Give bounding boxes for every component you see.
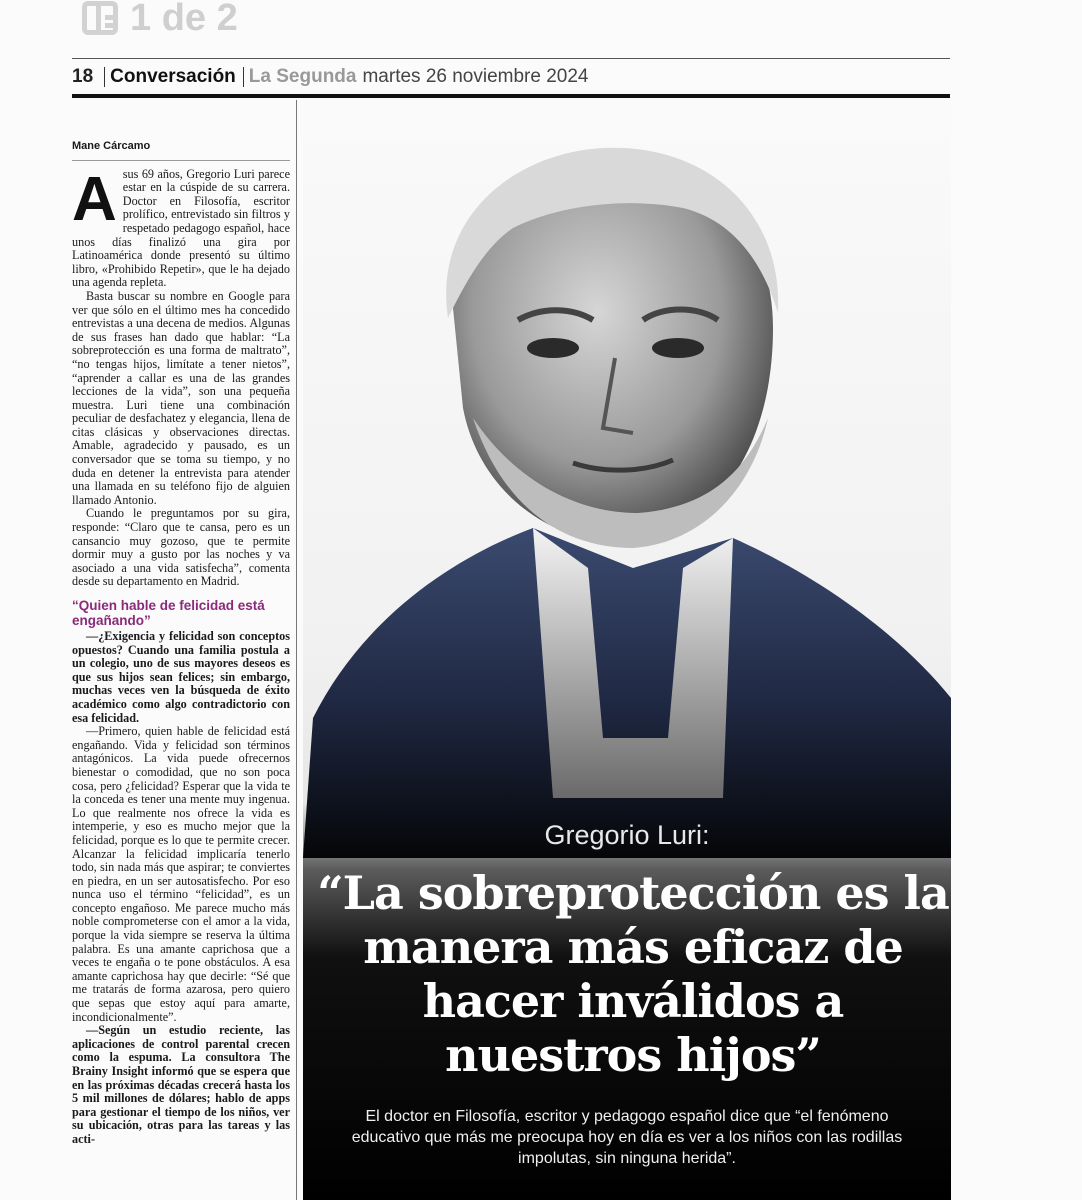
article-paragraph (72, 164, 290, 290)
section-name: Conversación (110, 66, 236, 87)
article-paragraph: Cuando le preguntamos por su gira, responde: “Claro que te cansa, pero es un cansancio muy gozoso, que te permite dormir muy a gusto por las noches y va asociado a una vida satisfecha”, comenta desde su departamento en Madrid. (72, 506, 290, 589)
page-counter (82, 0, 238, 42)
interview-answer: —Primero, quien hable de felicidad está engañando. Vida y felicidad son términos antagónicos. La vida puede ofrecernos bienestar o comodidad, que no son poca cosa, pero ¿felicidad? Esperar que la vida te la conceda es tener una mente muy ingenua. Lo que realmente nos ofrece la vida es intemperie, y eso es mucho mejor que la felicidad, porque es lo que te permite crecer. Alcanzar la felicidad implicaría tenerlo todo, sin nada más que aspirar; te conviertes en piedra, en un ser autosatisfecho. Por eso nunca uso el término “felicidad”, es un concepto engañoso. Me parece mucho más noble comprometerse con el amor a la vida, porque la vida siempre se reserva la última palabra. Es una amante caprichosa que a veces te engaña o te pone obstáculos. A esa amante caprichosa hay que decirle: “Sé que me tratarás de forma azarosa, pero quiero que sepas que estoy aquí para amarte, incondicionalmente”. (72, 724, 290, 1024)
newspaper-name: La Segunda (248, 66, 357, 87)
feature-photo (303, 98, 951, 1200)
column-rule (296, 100, 297, 1200)
page-counter-label: 1 de 2 (130, 0, 238, 39)
header-top-rule (72, 58, 950, 59)
header-divider (104, 67, 105, 87)
portrait-illustration (303, 98, 951, 858)
paragraph-text: sus 69 años, Gregorio Luri parece estar en la cúspide de su carrera. Doctor en Filosofía, escritor prolífico, entrevistado sin filtros y respetado pedagogo español, hace unos días finalizó una gira por Latinoamérica donde presentó su último libro, «Prohibido Repetir», que le ha dejado una agenda repleta. (72, 166, 290, 290)
issue-date: martes 26 noviembre 2024 (362, 66, 589, 87)
article-paragraph: Basta buscar su nombre en Google para ver que sólo en el último mes ha concedido entrevistas a una decena de medios. Algunas de sus frases han dado que hablar: “La sobreprotección es una forma de maltrato”, “no tengas hijos, limítate a tener nietos”, “aprender a callar es una de las grandes lecciones de la vida”, son una pequeña muestra. Luri tiene una combinación peculiar de desfachatez y elegancia, llena de citas clásicas y observaciones directas. Amable, agradecido y pausado, es un conversador que se toma su tiempo, y no duda en detener la entrevista para atender una llamada en su teléfono fijo de alguien llamado Antonio. (72, 288, 290, 507)
interview-question: —Según un estudio reciente, las aplicaciones de control parental crecen como la espuma. La consultora The Brainy Insight informó que se espera que en las próximas décadas crecerá hasta los 5 mil millones de dólares; hablo de apps para gestionar el tiempo de los niños, ver su ubicación, otras para las tareas y las acti- (72, 1023, 290, 1146)
headline-quote: “La sobreprotección es la manera más eficaz de hacer inválidos a nuestros hijos” (317, 866, 949, 1082)
article-column (72, 140, 290, 1147)
right-eye (652, 338, 704, 358)
byline: Mane Cárcamo (72, 140, 290, 161)
drop-cap: A (72, 164, 117, 234)
pages-icon (82, 1, 118, 35)
left-eye (527, 338, 579, 358)
jacket-shape (303, 528, 951, 858)
lead-paragraph: El doctor en Filosofía, escritor y pedagogo español dice que “el fenómeno educativo que más me preocupa hoy en día es ver a los niños con las rodillas impolutas, sin ninguna herida”. (351, 1108, 903, 1167)
interviewee-name: Gregorio Luri: (544, 820, 710, 850)
section-subhead: “Quien hable de felicidad está engañando” (72, 598, 265, 628)
interview-question: —¿Exigencia y felicidad son conceptos opuestos? Cuando una familia postula a un colegio, uno de sus mayores deseos es que sus hijos sean felices; sin embargo, muchas veces ven la búsqueda de éxito académico como algo contradictorio con esa felicidad. (72, 629, 290, 725)
page-header (72, 60, 950, 98)
header-divider (243, 67, 244, 87)
page-number: 18 (72, 66, 94, 87)
